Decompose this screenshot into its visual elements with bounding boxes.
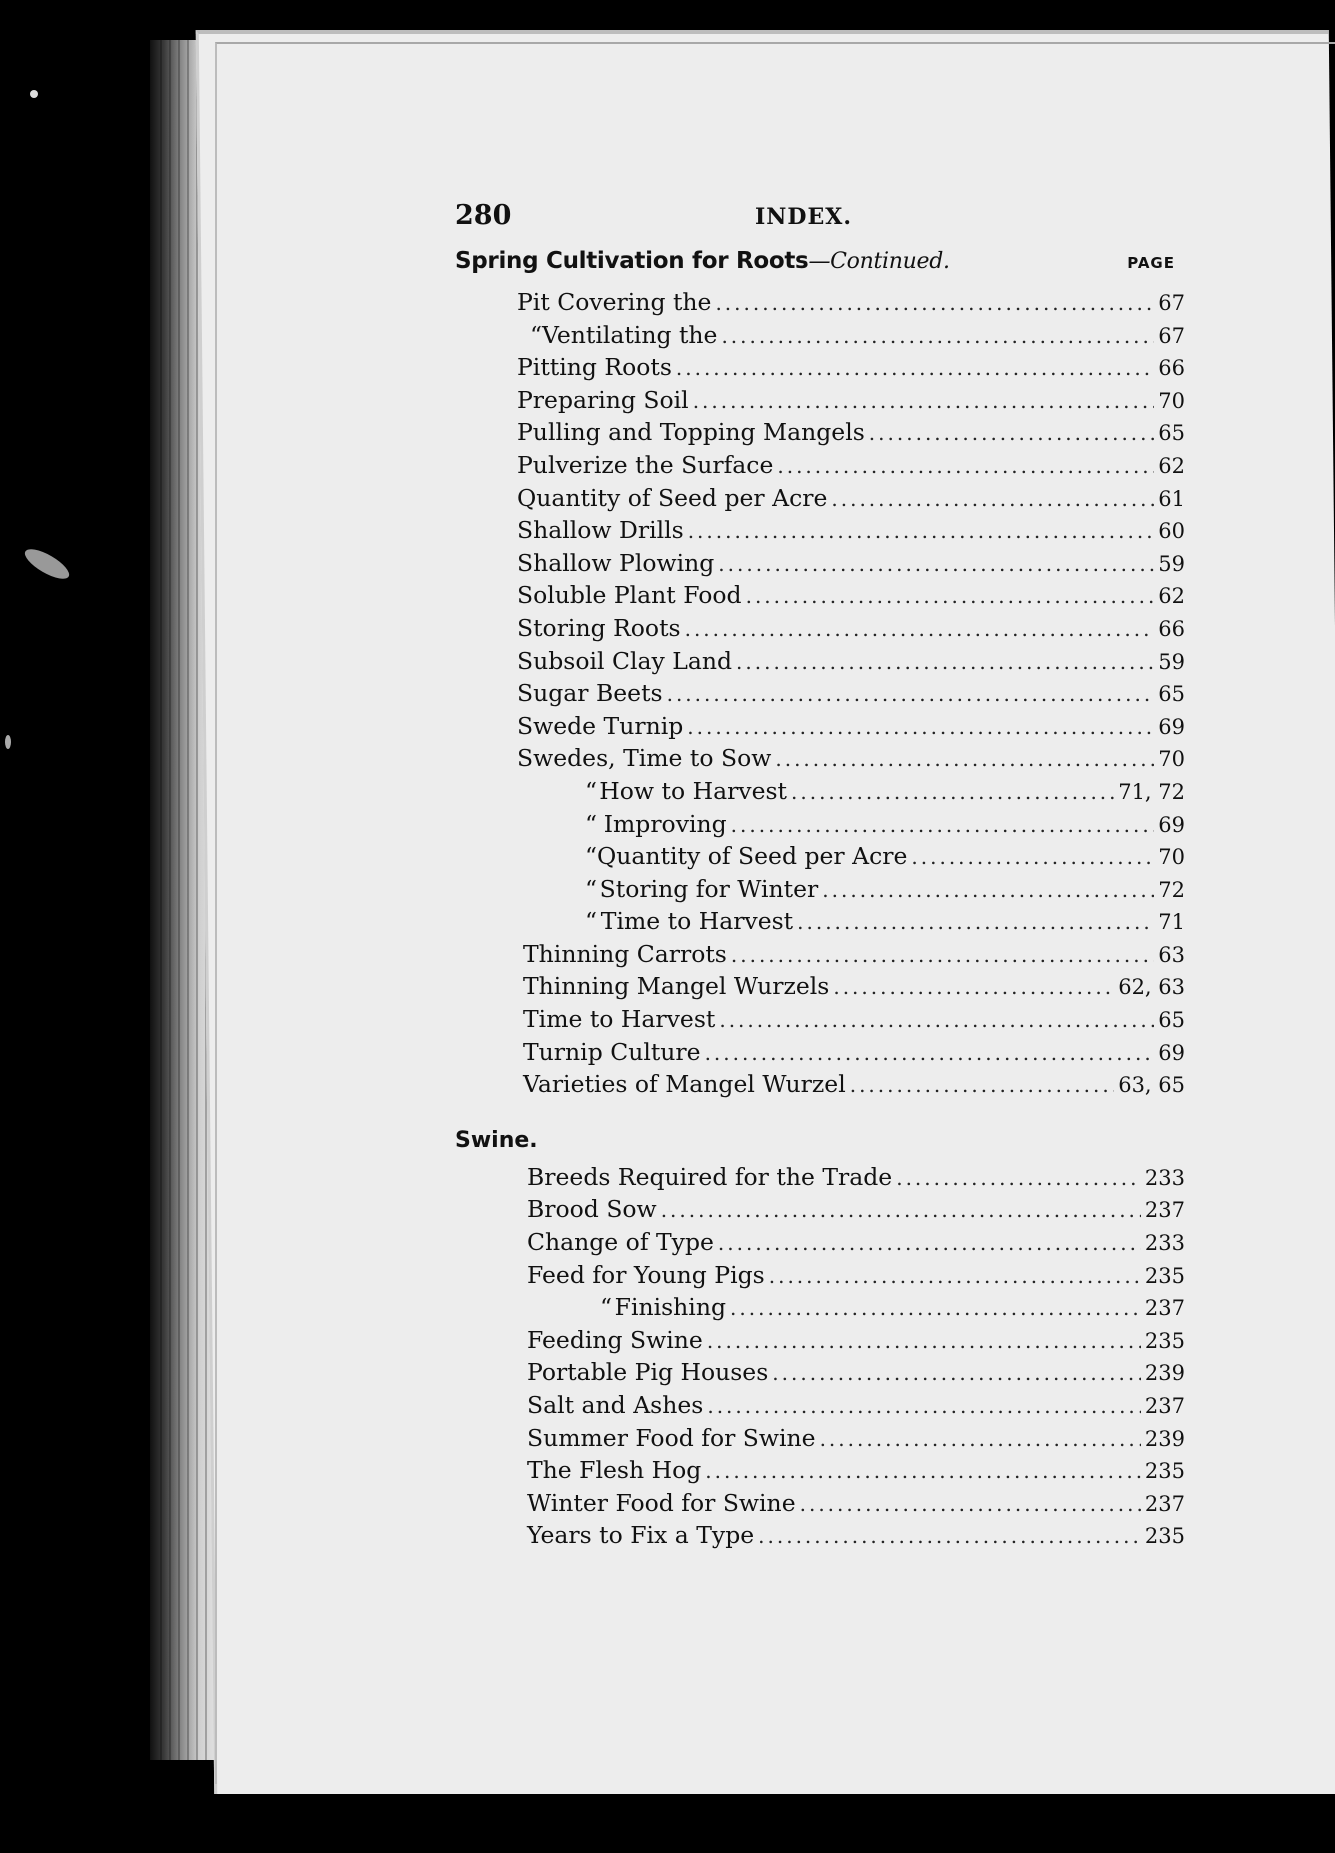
index-entry bbox=[455, 1291, 1185, 1324]
index-entry bbox=[455, 384, 1185, 417]
continued-label: —Continued. bbox=[808, 249, 950, 274]
leader-dots bbox=[833, 971, 1114, 1004]
index-entry bbox=[455, 416, 1185, 449]
index-entry bbox=[455, 775, 1185, 808]
running-title: INDEX. bbox=[755, 204, 852, 230]
leader-dots bbox=[869, 417, 1154, 450]
dust-speck bbox=[21, 544, 73, 585]
leader-dots bbox=[777, 450, 1154, 483]
entry-label: Varieties of Mangel Wurzel bbox=[523, 1070, 846, 1099]
entry-label: Swede Turnip bbox=[517, 711, 684, 740]
leader-dots bbox=[705, 1455, 1141, 1488]
entry-label: Soluble Plant Food bbox=[517, 581, 742, 610]
leader-dots bbox=[685, 613, 1155, 646]
ditto-mark: “ bbox=[530, 320, 543, 349]
entry-label: Portable Pig Houses bbox=[527, 1358, 769, 1387]
leader-dots bbox=[705, 1037, 1155, 1070]
index-entry bbox=[455, 1036, 1185, 1069]
index-entry bbox=[455, 286, 1185, 319]
leader-dots bbox=[822, 874, 1154, 907]
entry-page: 235 bbox=[1144, 1328, 1185, 1353]
entry-page: 62 bbox=[1158, 453, 1185, 478]
entry-label: Pit Covering the bbox=[517, 288, 712, 316]
entry-page: 237 bbox=[1144, 1491, 1185, 1516]
index-entry bbox=[455, 1068, 1185, 1101]
leader-dots bbox=[736, 646, 1154, 679]
index-entry bbox=[455, 1193, 1185, 1226]
index-entry bbox=[455, 970, 1185, 1003]
entry-label: Winter Food for Swine bbox=[527, 1488, 796, 1517]
entry-label: Ventilating the bbox=[542, 320, 718, 349]
leader-dots bbox=[707, 1390, 1141, 1423]
index-entry bbox=[455, 1422, 1185, 1455]
entry-page: 67 bbox=[1158, 323, 1185, 348]
entry-page: 239 bbox=[1144, 1426, 1185, 1451]
index-entry bbox=[455, 1324, 1185, 1357]
entry-label: Turnip Culture bbox=[523, 1037, 701, 1066]
entry-page: 61 bbox=[1158, 486, 1185, 511]
leader-dots bbox=[731, 809, 1155, 842]
leader-dots bbox=[772, 1357, 1141, 1390]
entry-label: Change of Type bbox=[527, 1228, 714, 1257]
entry-label: Pulverize the Surface bbox=[517, 450, 774, 479]
entry-page: 62, 63 bbox=[1118, 975, 1185, 1000]
index-entry bbox=[455, 547, 1185, 580]
entry-page: 69 bbox=[1158, 714, 1185, 739]
dust-speck bbox=[30, 90, 38, 98]
leader-dots bbox=[707, 1325, 1141, 1358]
index-entry bbox=[455, 1226, 1185, 1259]
leader-dots bbox=[731, 939, 1154, 972]
entry-label: Breeds Required for the Trade bbox=[527, 1162, 893, 1191]
leader-dots bbox=[911, 841, 1154, 874]
index-entry bbox=[455, 1454, 1185, 1487]
entry-label: Salt and Ashes bbox=[527, 1391, 704, 1419]
entry-label: How to Harvest bbox=[599, 776, 787, 805]
entry-label: Preparing Soil bbox=[517, 385, 689, 414]
entry-page: 233 bbox=[1144, 1165, 1185, 1190]
entry-label: Sugar Beets bbox=[517, 679, 663, 708]
section-title-text: Spring Cultivation for Roots bbox=[455, 248, 809, 274]
leader-dots bbox=[791, 776, 1114, 809]
leader-dots bbox=[896, 1162, 1141, 1195]
entry-label: Storing for Winter bbox=[599, 874, 819, 903]
entry-page: 69 bbox=[1158, 812, 1185, 837]
leader-dots bbox=[850, 1069, 1114, 1102]
entry-page: 66 bbox=[1158, 616, 1185, 641]
entry-label: Time to Harvest bbox=[523, 1005, 716, 1034]
entry-page: 70 bbox=[1158, 747, 1185, 772]
entry-page: 237 bbox=[1144, 1394, 1185, 1418]
index-entry bbox=[455, 482, 1185, 515]
entry-page: 235 bbox=[1144, 1524, 1185, 1549]
leader-dots bbox=[661, 1194, 1141, 1227]
leader-dots bbox=[820, 1423, 1141, 1456]
index-entry bbox=[455, 873, 1185, 906]
entry-label: Shallow Plowing bbox=[517, 548, 715, 577]
ditto-mark: “ bbox=[585, 907, 598, 936]
entry-page: 65 bbox=[1158, 421, 1185, 446]
leader-dots bbox=[667, 678, 1155, 711]
index-entry bbox=[455, 645, 1185, 678]
entry-label: Time to Harvest bbox=[600, 907, 794, 936]
index-entry bbox=[455, 938, 1185, 971]
entry-label: Subsoil Clay Land bbox=[517, 646, 733, 675]
entry-page: 71, 72 bbox=[1118, 779, 1185, 804]
leader-dots bbox=[758, 1520, 1141, 1553]
entry-page: 239 bbox=[1144, 1361, 1185, 1386]
ditto-mark: “ bbox=[585, 842, 598, 871]
entry-page: 65 bbox=[1158, 682, 1185, 707]
index-entry bbox=[455, 1487, 1185, 1520]
entry-page: 71 bbox=[1158, 910, 1185, 935]
index-entry bbox=[455, 319, 1185, 352]
entry-label: Thinning Mangel Wurzels bbox=[523, 972, 830, 1001]
ditto-mark: “ bbox=[585, 874, 598, 903]
entry-label: Brood Sow bbox=[527, 1195, 657, 1224]
entry-label: Years to Fix a Type bbox=[527, 1521, 755, 1550]
leader-dots bbox=[718, 548, 1154, 581]
entry-page: 67 bbox=[1158, 291, 1185, 315]
entry-label: Improving bbox=[603, 809, 727, 838]
entry-label: Shallow Drills bbox=[517, 516, 684, 545]
entry-page: 63, 65 bbox=[1118, 1073, 1185, 1098]
index-entry bbox=[455, 351, 1185, 384]
section-title: Swine. bbox=[455, 1127, 538, 1153]
leader-dots bbox=[730, 1292, 1141, 1325]
index-entry bbox=[455, 1003, 1185, 1036]
entry-page: 70 bbox=[1158, 388, 1185, 413]
index-entry bbox=[455, 905, 1185, 938]
entry-page: 62 bbox=[1158, 584, 1185, 609]
entry-label: Quantity of Seed per Acre bbox=[597, 842, 908, 871]
entry-label: Thinning Carrots bbox=[523, 939, 727, 968]
leader-dots bbox=[715, 287, 1154, 320]
index-text bbox=[455, 200, 1185, 1552]
leader-dots bbox=[800, 1488, 1141, 1521]
index-entry bbox=[455, 808, 1185, 841]
index-entry bbox=[455, 710, 1185, 743]
ditto-mark: “ bbox=[585, 776, 598, 805]
entry-page: 237 bbox=[1144, 1198, 1185, 1223]
entry-label: Pulling and Topping Mangels bbox=[517, 418, 865, 447]
entry-label: Swedes, Time to Sow bbox=[517, 744, 772, 773]
dust-speck bbox=[5, 735, 11, 749]
page-column-label: PAGE bbox=[1127, 254, 1175, 272]
index-entry bbox=[455, 579, 1185, 612]
entry-label: Summer Food for Swine bbox=[527, 1423, 816, 1452]
entry-page: 70 bbox=[1158, 845, 1185, 870]
entry-label: Feeding Swine bbox=[527, 1325, 703, 1354]
index-entry bbox=[455, 1389, 1185, 1422]
entry-page: 60 bbox=[1158, 519, 1185, 544]
index-entry bbox=[455, 742, 1185, 775]
index-entry bbox=[455, 1356, 1185, 1389]
entry-page: 235 bbox=[1144, 1459, 1185, 1484]
index-entry bbox=[455, 449, 1185, 482]
index-entry bbox=[455, 840, 1185, 873]
leader-dots bbox=[688, 515, 1155, 548]
entry-page: 63 bbox=[1158, 942, 1185, 967]
index-entry bbox=[455, 1161, 1185, 1194]
page-number: 280 bbox=[455, 200, 512, 231]
entry-label: Finishing bbox=[614, 1293, 727, 1322]
leader-dots bbox=[769, 1260, 1141, 1293]
entry-label: Feed for Young Pigs bbox=[527, 1260, 765, 1289]
entry-label: Pitting Roots bbox=[517, 353, 672, 382]
entry-page: 237 bbox=[1144, 1296, 1185, 1321]
ditto-mark: “ bbox=[600, 1293, 613, 1322]
leader-dots bbox=[676, 352, 1154, 385]
leader-dots bbox=[687, 711, 1154, 744]
entry-page: 235 bbox=[1144, 1263, 1185, 1288]
leader-dots bbox=[693, 385, 1155, 418]
leader-dots bbox=[746, 580, 1155, 613]
entry-page: 69 bbox=[1158, 1040, 1185, 1065]
index-entry bbox=[455, 612, 1185, 645]
entry-label: Quantity of Seed per Acre bbox=[517, 483, 828, 512]
leader-dots bbox=[831, 483, 1154, 516]
page-header bbox=[455, 200, 1185, 240]
entry-page: 66 bbox=[1158, 356, 1185, 381]
entry-page: 65 bbox=[1158, 1008, 1185, 1033]
entry-label: The Flesh Hog bbox=[527, 1456, 702, 1485]
section-title bbox=[455, 248, 950, 274]
section-entries bbox=[455, 286, 1185, 1101]
entry-page: 59 bbox=[1158, 649, 1185, 674]
entry-page: 72 bbox=[1158, 877, 1185, 902]
index-entry bbox=[455, 514, 1185, 547]
leader-dots bbox=[797, 906, 1154, 939]
leader-dots bbox=[721, 320, 1154, 353]
leader-dots bbox=[775, 743, 1154, 776]
ditto-mark: “ bbox=[585, 809, 598, 838]
index-entry bbox=[455, 1259, 1185, 1292]
entry-label: Storing Roots bbox=[517, 613, 681, 642]
entry-page: 59 bbox=[1158, 551, 1185, 576]
leader-dots bbox=[719, 1004, 1154, 1037]
index-entry bbox=[455, 1519, 1185, 1552]
section-entries bbox=[455, 1161, 1185, 1552]
index-entry bbox=[455, 677, 1185, 710]
leader-dots bbox=[718, 1227, 1141, 1260]
entry-page: 233 bbox=[1144, 1231, 1185, 1256]
section-heading bbox=[455, 248, 1185, 286]
